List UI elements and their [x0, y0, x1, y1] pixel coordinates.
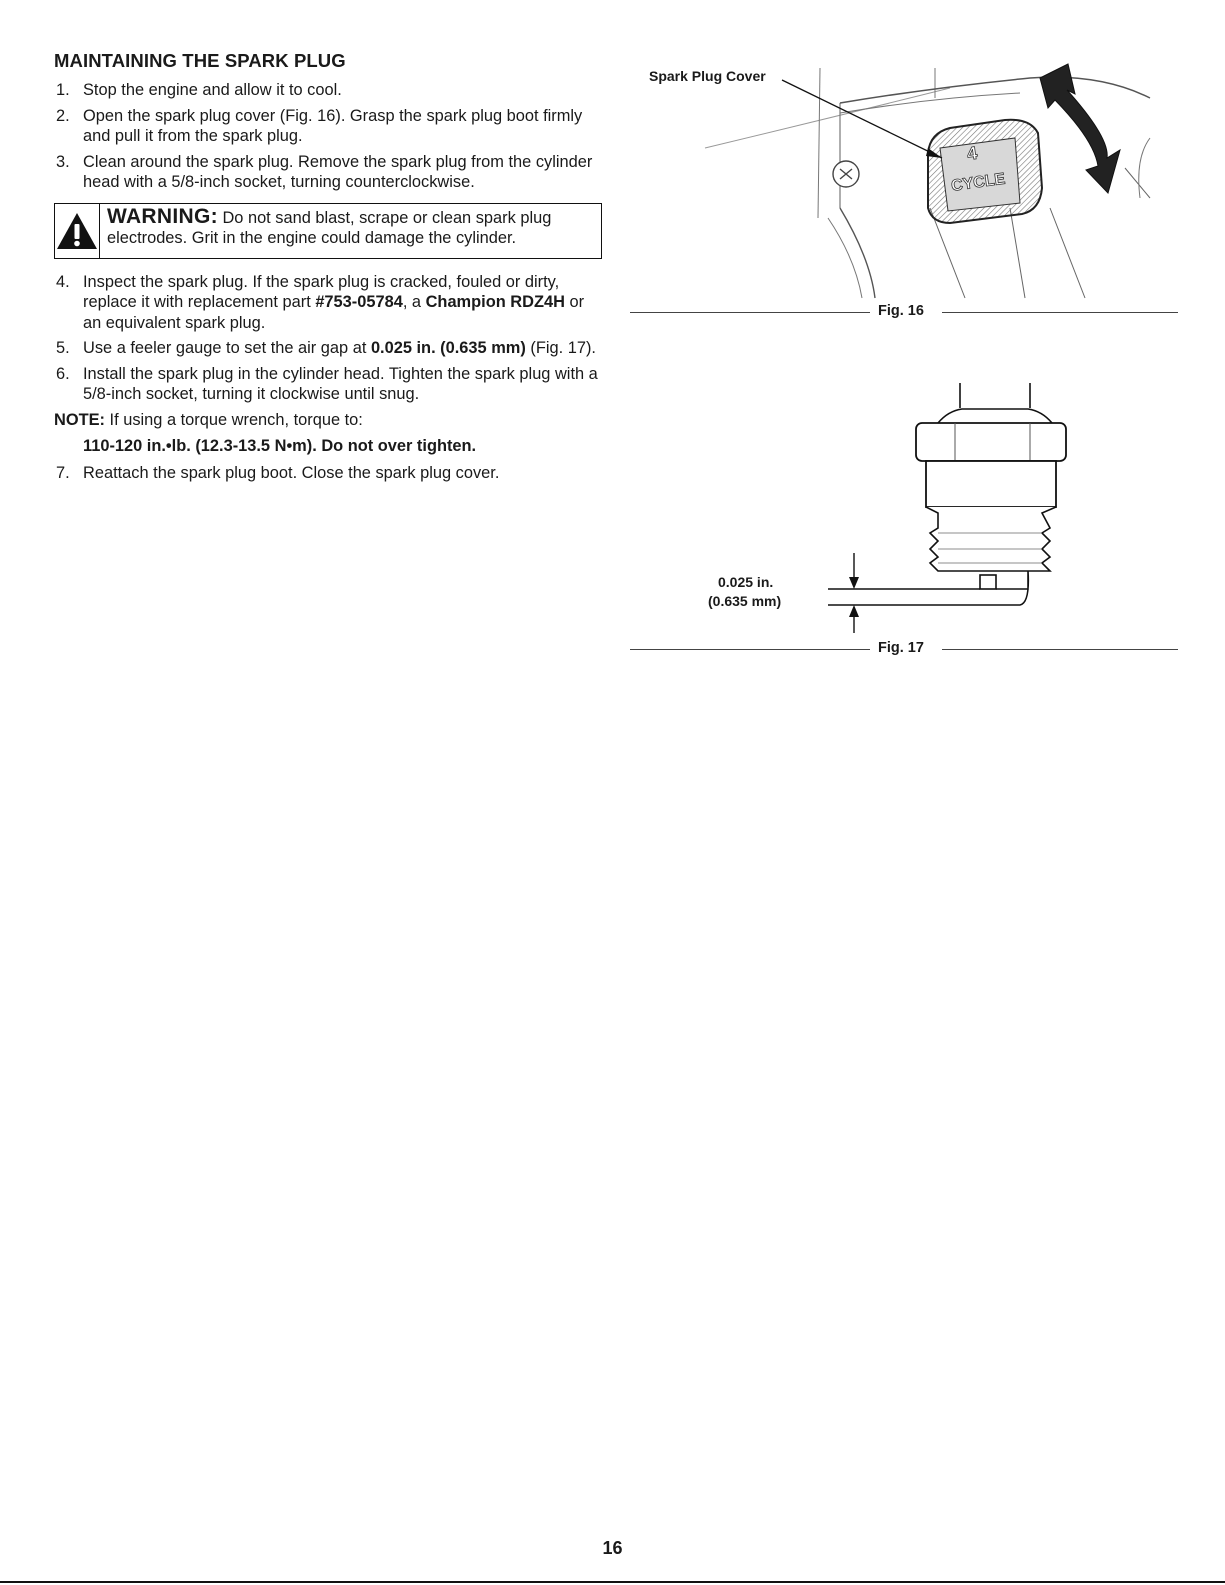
step-number: 5.: [56, 339, 70, 357]
steps-list-b: [54, 272, 602, 405]
warning-box: [54, 203, 602, 259]
step-text: Open the spark plug cover (Fig. 16). Grasp the spark plug boot firmly and pull it from the spark plug.: [83, 106, 583, 145]
step-text: , a: [402, 293, 426, 311]
note-text: If using a torque wrench, torque to:: [105, 410, 363, 429]
step-7: [54, 463, 602, 484]
step-6: [54, 364, 602, 405]
fig-16-label: Fig. 16: [878, 303, 924, 319]
step-number: 4.: [56, 272, 70, 291]
step-number: 6.: [56, 364, 70, 383]
cover-emblem-number: 4: [965, 142, 979, 164]
gap-inches-label: 0.025 in.: [718, 574, 774, 590]
step-text: Stop the engine and allow it to cool.: [83, 81, 342, 99]
caption-rule-right: [942, 312, 1178, 313]
figure-16: [630, 58, 1178, 328]
step-number: 3.: [56, 152, 70, 171]
steps-list-a: [54, 80, 602, 193]
step-text: Install the spark plug in the cylinder head. Tighten the spark plug with a 5/8-inch socket, turning it clockwise until snug.: [83, 364, 598, 403]
step-number: 7.: [56, 463, 70, 482]
spark-plug-cover-illustration: [630, 58, 1178, 303]
step-3: [54, 152, 602, 193]
warning-triangle-icon: [55, 211, 99, 251]
caption-rule-right: [942, 649, 1178, 650]
gap-mm-label: (0.635 mm): [708, 593, 782, 609]
section-title: MAINTAINING THE SPARK PLUG: [54, 50, 346, 71]
warning-body: Do not sand blast, scrape or clean spark plug electrodes. Grit in the engine could damage the cylinder.: [107, 208, 552, 247]
torque-spec: 110-120 in.•lb. (12.3-13.5 N•m). Do not over tighten.: [83, 437, 477, 455]
warning-text: [100, 204, 601, 258]
steps-list-c: [54, 463, 602, 484]
page-number: 16: [602, 1538, 623, 1558]
figure-17: [630, 383, 1178, 663]
note: [54, 410, 602, 431]
step-number: 1.: [56, 81, 70, 99]
step-1: [54, 80, 602, 101]
step-number: 2.: [56, 106, 70, 125]
note-label: NOTE:: [54, 410, 105, 429]
fig-17-caption: [630, 639, 1178, 659]
air-gap-value: 0.025 in. (0.635 mm): [370, 339, 526, 357]
step-text: Clean around the spark plug. Remove the spark plug from the cylinder head with a 5/8-inch socket, turning counterclockwise.: [83, 152, 593, 191]
spark-plug-cover-callout: Spark Plug Cover: [649, 68, 766, 84]
step-4: [54, 272, 602, 334]
warning-icon-cell: [55, 204, 100, 258]
step-text: (Fig. 17).: [525, 339, 596, 357]
caption-rule-left: [630, 649, 870, 650]
fig-17-label: Fig. 17: [878, 640, 924, 656]
spark-plug-brand: Champion RDZ4H: [425, 293, 565, 311]
step-text: Reattach the spark plug boot. Close the spark plug cover.: [83, 463, 500, 482]
part-number: #753-05784: [315, 293, 403, 311]
fig-16-caption: [630, 302, 1178, 322]
instructions-column: [54, 50, 602, 488]
caption-rule-left: [630, 312, 870, 313]
step-text: Use a feeler gauge to set the air gap at: [83, 339, 371, 357]
step-5: [54, 338, 602, 359]
bottom-rule: [0, 1581, 1225, 1583]
warning-heading: WARNING:: [107, 204, 218, 228]
step-text: Inspect the spark plug. If the spark plug is cracked, fouled or dirty, replace it with replacement part: [83, 272, 560, 311]
step-text: or an equivalent spark plug.: [83, 293, 585, 332]
cover-emblem-text: CYCLE: [950, 170, 1007, 195]
step-2: [54, 106, 602, 147]
